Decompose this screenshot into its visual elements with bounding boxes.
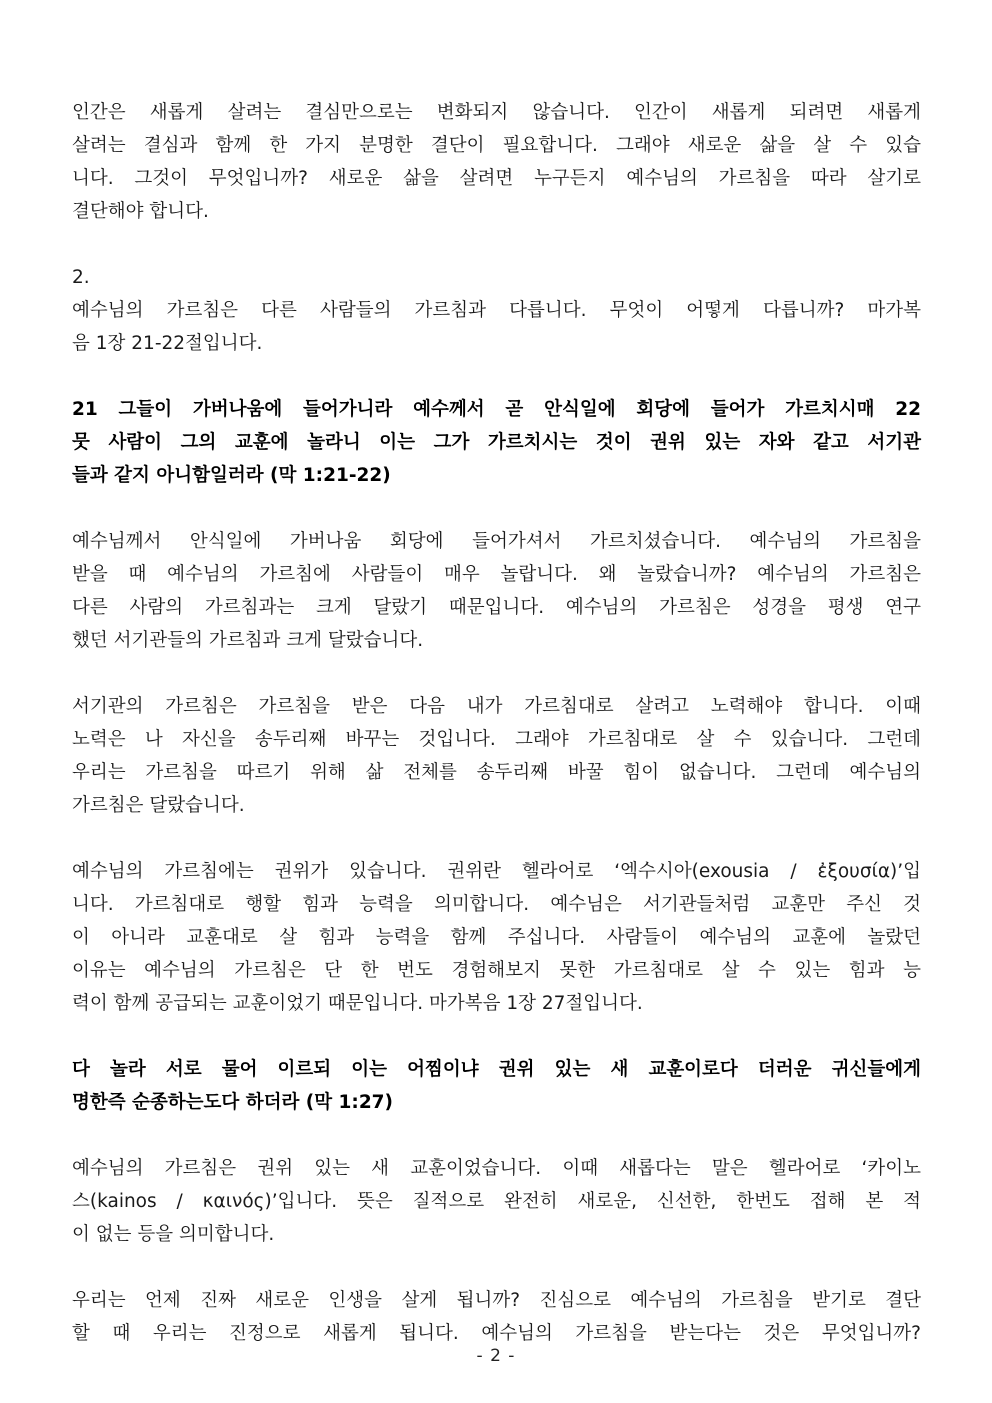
text-line: 노력은 나 자신을 송두리째 바꾸는 것입니다. 그래야 가르침대로 살 수 있습니다. 그런데	[72, 729, 921, 750]
paragraph-6	[72, 1152, 921, 1251]
paragraph-2	[72, 294, 921, 360]
text-line: 다른 사람의 가르침과는 크게 달랐기 때문입니다. 예수님의 가르침은 성경을 평생 연구	[72, 597, 921, 618]
text-line: 명한즉 순종하는도다 하더라 (막 1:27)	[72, 1092, 394, 1113]
text-line: 들과 같지 아니함일러라 (막 1:21-22)	[72, 465, 391, 486]
paragraph-gap	[72, 228, 921, 261]
paragraph-1	[72, 96, 921, 228]
text-line: 했던 서기관들의 가르침과 크게 달랐습니다.	[72, 630, 424, 651]
paragraph-gap	[72, 1119, 921, 1152]
paragraph-gap	[72, 492, 921, 525]
document-page	[72, 96, 921, 1350]
paragraph-gap	[72, 822, 921, 855]
paragraph-5	[72, 855, 921, 1020]
text-line: 스(kainos / καινός)’입니다. 뜻은 질적으로 완전히 새로운, 신선한, 한번도 접해 본 적	[72, 1191, 921, 1212]
text-line: 이 없는 등을 의미합니다.	[72, 1224, 275, 1245]
paragraph-gap	[72, 360, 921, 393]
text-line: 결단해야 합니다.	[72, 201, 209, 222]
text-line: 예수님께서 안식일에 가버나움 회당에 들어가셔서 가르치셨습니다. 예수님의 가르침을	[72, 531, 921, 552]
paragraph-4	[72, 690, 921, 822]
text-line: 예수님의 가르침은 권위 있는 새 교훈이었습니다. 이때 새롭다는 말은 헬라어로 ‘카이노	[72, 1158, 921, 1179]
text-line: 예수님의 가르침에는 권위가 있습니다. 권위란 헬라어로 ‘엑수시아(exousia / ἐξουσία)’입	[72, 861, 921, 882]
paragraph-3	[72, 525, 921, 657]
text-line: 받을 때 예수님의 가르침에 사람들이 매우 놀랍니다. 왜 놀랐습니까? 예수님의 가르침은	[72, 564, 921, 585]
text-line: 력이 함께 공급되는 교훈이었기 때문입니다. 마가복음 1장 27절입니다.	[72, 993, 643, 1014]
text-line: 다 놀라 서로 물어 이르되 이는 어찜이냐 권위 있는 새 교훈이로다 더러운 귀신들에게	[72, 1059, 921, 1080]
text-line: 니다. 가르침대로 행할 힘과 능력을 의미합니다. 예수님은 서기관들처럼 교훈만 주신 것	[72, 894, 921, 915]
text-line: 인간은 새롭게 살려는 결심만으로는 변화되지 않습니다. 인간이 새롭게 되려면 새롭게	[72, 102, 921, 123]
text-line: 21 그들이 가버나움에 들어가니라 예수께서 곧 안식일에 회당에 들어가 가르치시매 22	[72, 399, 921, 420]
paragraph-gap	[72, 657, 921, 690]
text-line: 살려는 결심과 함께 한 가지 분명한 결단이 필요합니다. 그래야 새로운 삶을 살 수 있습	[72, 135, 921, 156]
paragraph-7	[72, 1284, 921, 1350]
page-number: - 2 -	[476, 1346, 516, 1366]
text-line: 서기관의 가르침은 가르침을 받은 다음 내가 가르침대로 살려고 노력해야 합니다. 이때	[72, 696, 921, 717]
text-line: 우리는 언제 진짜 새로운 인생을 살게 됩니까? 진심으로 예수님의 가르침을 받기로 결단	[72, 1290, 921, 1311]
paragraph-gap	[72, 1251, 921, 1284]
text-line: 뭇 사람이 그의 교훈에 놀라니 이는 그가 가르치시는 것이 권위 있는 자와 같고 서기관	[72, 432, 921, 453]
scripture-quote-1	[72, 393, 921, 492]
scripture-quote-2	[72, 1053, 921, 1119]
section-number	[72, 261, 921, 294]
text-line: 할 때 우리는 진정으로 새롭게 됩니다. 예수님의 가르침을 받는다는 것은 무엇입니까?	[72, 1323, 921, 1344]
text-line: 이유는 예수님의 가르침은 단 한 번도 경험해보지 못한 가르침대로 살 수 있는 힘과 능	[72, 960, 921, 981]
section-number-text: 2.	[72, 267, 90, 288]
text-line: 우리는 가르침을 따르기 위해 삶 전체를 송두리째 바꿀 힘이 없습니다. 그런데 예수님의	[72, 762, 921, 783]
text-line: 가르침은 달랐습니다.	[72, 795, 245, 816]
text-line: 이 아니라 교훈대로 살 힘과 능력을 함께 주십니다. 사람들이 예수님의 교훈에 놀랐던	[72, 927, 921, 948]
text-line: 예수님의 가르침은 다른 사람들의 가르침과 다릅니다. 무엇이 어떻게 다릅니까? 마가복	[72, 300, 921, 321]
text-line: 니다. 그것이 무엇입니까? 새로운 삶을 살려면 누구든지 예수님의 가르침을 따라 살기로	[72, 168, 921, 189]
paragraph-gap	[72, 1020, 921, 1053]
text-line: 음 1장 21-22절입니다.	[72, 333, 263, 354]
